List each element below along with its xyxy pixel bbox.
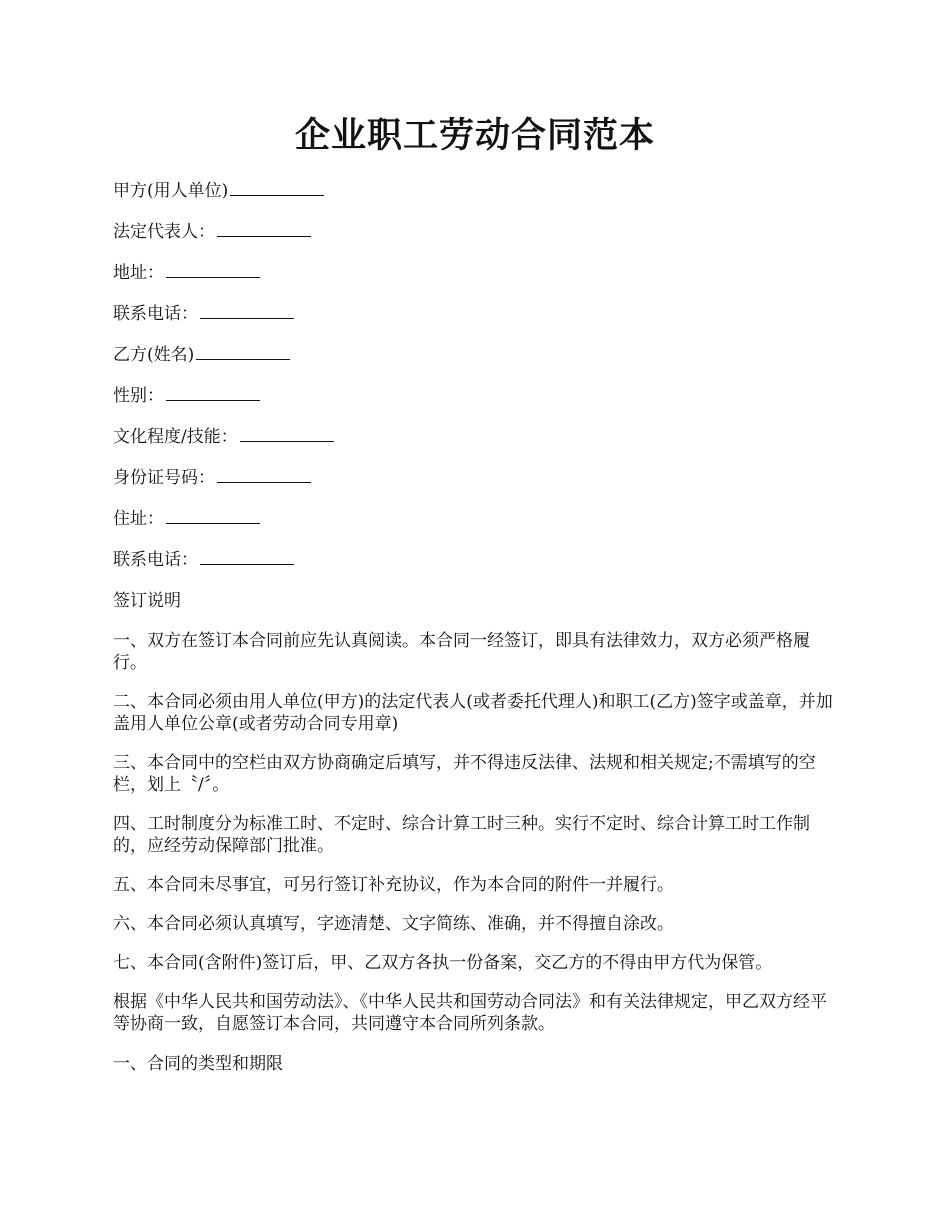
blank-line: [217, 220, 311, 237]
field-id-number: [113, 466, 843, 490]
field-address-a: [113, 261, 843, 285]
field-label: 身份证号码：: [113, 468, 215, 488]
document-body: [113, 179, 843, 1093]
signing-heading: 签订说明: [113, 591, 181, 611]
blank-line: [166, 507, 260, 524]
blank-line: [217, 466, 311, 483]
field-label: 住址：: [113, 509, 164, 529]
note-paragraph: 四、工时制度分为标准工时、不定时、综合计算工时三种。实行不定时、综合计算工时工作制的，应经劳动保障部门批准。: [113, 814, 810, 856]
note-paragraph: 三、本合同中的空栏由双方协商确定后填写，并不得违反法律、法规和相关规定;不需填写的空栏，划上〝/〞。: [113, 753, 816, 795]
note-paragraph: 六、本合同必须认真填写，字迹清楚、文字简练、准确，并不得擅自涂改。: [113, 914, 674, 934]
field-label: 联系电话：: [113, 550, 198, 570]
field-label: 法定代表人：: [113, 222, 215, 242]
field-label: 甲方(用人单位): [113, 181, 229, 201]
field-label: 地址：: [113, 263, 164, 283]
preamble-paragraph: 根据《中华人民共和国劳动法》、《中华人民共和国劳动合同法》和有关法律规定，甲乙双方经平等协商一致，自愿签订本合同，共同遵守本合同所列条款。: [113, 992, 827, 1034]
note-paragraph: 一、双方在签订本合同前应先认真阅读。本合同一经签订，即具有法律效力，双方必须严格履行。: [113, 631, 810, 673]
field-label: 联系电话：: [113, 304, 198, 324]
section-heading: 一、合同的类型和期限: [113, 1054, 283, 1074]
blank-line: [196, 343, 290, 360]
note-paragraph: 五、本合同未尽事宜，可另行签订补充协议，作为本合同的附件一并履行。: [113, 875, 674, 895]
blank-line: [166, 384, 260, 401]
field-legal-representative: [113, 220, 843, 244]
field-label: 文化程度/技能：: [113, 427, 238, 447]
note-paragraph: 二、本合同必须由用人单位(甲方)的法定代表人(或者委托代理人)和职工(乙方)签字或盖章，并加盖用人单位公章(或者劳动合同专用章): [113, 692, 833, 734]
blank-line: [200, 302, 294, 319]
note-paragraph: 七、本合同(含附件)签订后，甲、乙双方各执一份备案，交乙方的不得由甲方代为保管。: [113, 953, 773, 973]
field-phone-a: [113, 302, 843, 326]
field-education-skill: [113, 425, 843, 449]
field-party-b: [113, 343, 843, 367]
blank-line: [240, 425, 334, 442]
blank-line: [230, 179, 324, 196]
field-gender: [113, 384, 843, 408]
field-phone-b: [113, 548, 843, 572]
field-residence: [113, 507, 843, 531]
field-label: 乙方(姓名): [113, 345, 195, 365]
document-title: 企业职工劳动合同范本: [294, 115, 655, 156]
blank-line: [200, 548, 294, 565]
field-label: 性别：: [113, 386, 164, 406]
field-party-a: [113, 179, 843, 203]
blank-line: [166, 261, 260, 278]
